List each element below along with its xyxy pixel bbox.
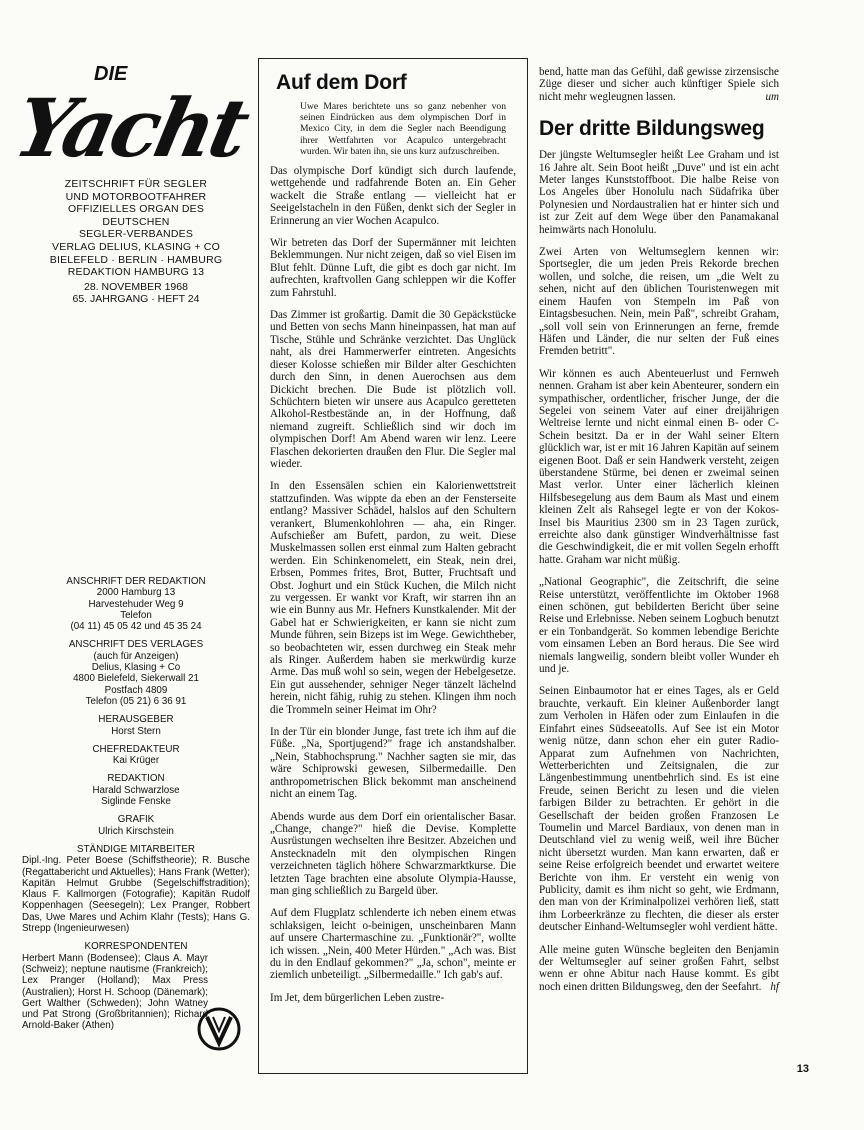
person-name: Siglinde Fenske: [101, 796, 171, 808]
paragraph: Im Jet, dem bürgerlichen Leben zustre-: [270, 991, 445, 1004]
person-name: Kai Krüger: [112, 755, 160, 767]
masthead-line: DEUTSCHEN: [102, 215, 170, 228]
paragraph: Wir können es auch Abenteuerlust und Fernweh nennen. Graham ist aber kein Abenteurer, sondern ein sympathischer, ordentlicher, frischer Junge, der die Segelei von seinem Vater auf einer dreijährigen Weltreise lernte und nicht einmal einen B- oder C-Schein besitzt. Da er in der Wahl seiner Eltern glücklich war, ist er mit 16 Jahren Kapitän auf seinem eigenen Boot. Daß er sein Handwerk versteht, zeigen überstandene Stürme, bei denen er zweimal seinen Mast verlor. Unter einer lächerlich kleinen Hilfsbesegelung aus dem Baum als Mast und einem kleinen Zelt als Rahsegel legte er von der Kokos-Insel bis Mauritius 2300 sm in 23 Tagen zurück, erreichte also dank günstiger Windverhältnisse fast die Geschwindigkeit, die er mit vollen Segeln erhofft hatte. Graham war nicht müßig.: [539, 367, 779, 566]
masthead-line: VERLAG DELIUS, KLASING + CO: [52, 240, 220, 253]
address-line: 4800 Bielefeld, Siekerwall 21: [73, 673, 199, 685]
address-line: Delius, Klasing + Co: [91, 662, 181, 674]
logo-yacht-text: Yacht: [6, 81, 254, 176]
yacht-logo: [6, 58, 254, 176]
section-heading: CHEFREDAKTEUR: [92, 743, 180, 755]
contributors-list: Dipl.-Ing. Peter Boese (Schiffstheorie); R. Busche (Regattabericht und Aktuelles); Hans Frank (Wetter); Kapitän Helmut Grubbe (Segelschiffstradition); Klaus F. Kallmorgen (Fotografie); Kapitän Rudolf Koppenhagen (Seesegeln); Lex Pranger, Robbert Das, Uwe Mares und Achim Klahr (Tests); Hans G. Strepp (Ingenieurwesen): [22, 855, 250, 935]
section-heading: KORRESPONDENTEN: [84, 941, 188, 953]
correspondents-list: Herbert Mann (Bodensee); Claus A. Mayr (Schweiz); neptune nautisme (Frankreich); Lex Pranger (Holland); Max Press (Australien); Horst H. Schoop (Dänemark); Gert Walther (Schweden); John Watney und Pat Strong (Großbritannien); Richard Arnold-Baker (Athen): [22, 952, 208, 1032]
masthead-line: BIELEFELD · BERLIN · HAMBURG: [49, 253, 223, 266]
paragraph: Wir betreten das Dorf der Supermänner mit leichten Beklemmungen. Nur nicht zeigen, daß so viel Eisen im Blut fehlt. Dünne Luft, die gibt es doch gar nicht. Im aufrechten, kraftvollen Gang schleppen wir die Koffer zum Fahrstuhl.: [270, 237, 516, 299]
paragraph-continuation: [539, 66, 779, 103]
address-line: Telefon: [120, 609, 152, 621]
paragraph: Seinen Einbaumotor hat er eines Tages, als er Geld brauchte, verkauft. Ein kleiner Außenborder langt zum Verholen in Häfen oder zum Einlaufen in die Einfahrt eines Südseeatolls. Auf See ist ein Motor wenig nütze, dann schon eher ein guter Radio-Apparat zum Aufnehmen von Nachrichten, Wetterberichten und Zeitsignalen, die zur Längenbestimmung unentbehrlich sind. Es ist eine Freude, seinen Bericht zu lesen und die vielen farbigen Bilder zu betrachten. Er gehört in die Gesellschaft der beiden großen Franzosen Le Toumelin und Marcel Bardiaux, von denen man in Deutschland viel zu wenig weiß, weil ihre Bücher nicht übersetzt wurden. Man kann erwarten, daß er seine Reise erfolgreich beendet und erwartet weitere Berichte von ihm. Er versteht ein wenig von Publicity, damit es ihm nicht so geht, wie Erdmann, den man von der Kriminalpolizei verhören ließ, statt ihm Lorbeerkränze zu flechten, die dieser als erster deutscher Einhand-Weltumsegler wohl verdient hätte.: [539, 685, 779, 934]
address-line: (04 11) 45 05 42 und 45 35 24: [70, 621, 202, 633]
issue-date: 28. NOVEMBER 1968: [84, 280, 188, 293]
masthead-text: [22, 178, 250, 279]
continuation-text: bend, hatte man das Gefühl, daß gewisse zirzensische Züge dieser und sicher auch künftiger Spiele sich nicht mehr wegleugnen lassen.: [539, 66, 779, 103]
paragraph: Der jüngste Weltumsegler heißt Lee Graham und ist 16 Jahre alt. Sein Boot heißt „Duve" und ist ein acht Meter langes Kunststoffboot. Die halbe Reise von Los Angeles über Honolulu nach Südafrika über Polynesien und Nordaustralien hat er hinter sich und ist zur Zeit auf dem Wege über den Panamakanal heimwärts nach Honolulu.: [539, 149, 779, 236]
address-line: Harvestehuder Weg 9: [88, 598, 184, 610]
author-initials: um: [765, 90, 779, 103]
paragraph: In der Tür ein blonder Junge, fast trete ich ihm auf die Füße. „Na, Sportjugend?" frage ich anstandshalber. „Nein, Stabhochsprung." Nachher sagten sie mir, das wäre Schiprowski gewesen, Silbermedaille. Den anthropometrischen Blick bekommt man anscheinend nicht an einem Tag.: [270, 726, 516, 801]
publisher-emblem-icon: [197, 1003, 241, 1055]
author-initials: hf: [770, 980, 779, 993]
paragraph: Das Zimmer ist großartig. Damit die 30 Gepäckstücke und Betten von sechs Mann hineinpassen, hat man auf Tische, Stühle und Schränke verzichtet. Das Unglück naht, als drei Hammerwerfer eintreten. Angesichts dieser Kolosse schießen mir Bilder alter Geschichten durch den Sinn, in denen Auerochsen aus dem Dickicht brechen. Die Bude ist plötzlich voll. Schüchtern bieten wir unsere aus Acapulco geretteten Alkohol-Restbestände an, in der Hoffnung, daß niemand zugreift. Schließlich sind wir doch im olympischen Dorf! Am Abend waren wir lenz. Leere Flaschen dekorierten draußen den Flur. Die Segler mal wieder.: [270, 309, 516, 470]
address-line: (auch für Anzeigen): [93, 650, 179, 662]
person-name: Horst Stern: [111, 725, 161, 737]
section-heading: ANSCHRIFT DER REDAKTION: [66, 576, 206, 587]
paragraph: Das olympische Dorf kündigt sich durch laufende, wettgehende und radfahrende Boten an. Ein Geher wackelt die Straße entlang — vielleicht hat er Seeigelstacheln in den Füßen, denkt sich der Segler in Erinnerung an vier Wochen Acapulco.: [270, 165, 516, 227]
article-title: Auf dem Dorf: [276, 71, 407, 94]
page-number: 13: [796, 1063, 809, 1075]
masthead-column: [6, 58, 254, 306]
paragraph: Auf dem Flugplatz schlenderte ich neben einem etwas schlaksigen, leicht o-beinigen, unscheinbaren Mann auf unsere Chartermaschine zu. „Funktionär?", wollte ich wissen. „Nein, 400 Meter Hürden." „Ach was. Bist du in den Endlauf gekommen?" „Ja, schon", meinte er ziemlich unbeteiligt. „Silbermedaille." Ich gab's auf.: [270, 907, 516, 982]
section-heading: HERAUSGEBER: [98, 714, 174, 726]
section-heading: ANSCHRIFT DES VERLAGES: [68, 639, 204, 651]
address-line: Postfach 4809: [104, 684, 168, 696]
yacht-logo-graphic: [6, 58, 254, 176]
masthead-line: OFFIZIELLES ORGAN DES: [67, 203, 205, 216]
paragraph: In den Essensälen schien ein Kalorienwettstreit stattzufinden. Was wippte da eben an der Fensterseite entlang? Massiver Schädel, halslos auf den Schultern verankert, Blumenkohlohren — aha, ein Ringer. Aufschießer am Bufett, pardon, zu weit. Diese Muskelmassen sollen erst einmal zum Halten gebracht werden. Ein Schinkenomelett, ein Steak, nein drei, Erbsen, Pommes frites, Brot, Butter, Fruchtsaft und Obst. Joghurt und ein Stück Kuchen, die Milch nicht zu vergessen. Er wankt vor Kraft, wir starren ihn an wie ein Bunny aus Mr. Hefners Kunstkalender. Mit der Gabel hat er Schwierigkeiten, er kann sie nicht zum Munde führen, sein Bizeps ist im Wege. Gewichtheber, so beobachteten wir, essen durchweg ein Steak mehr als Ringer. Außerdem haben sie merkwürdig kurze Arme. Das muß wohl so sein, wegen der Hebelgesetze. Ein gut aussehender, sehniger Neger tänzelt lächelnd herein, nicht fähig, ruhig zu stehen. Klingen ihm noch die Trommeln seiner Heimat im Ohr?: [270, 480, 516, 716]
masthead-line: REDAKTION HAMBURG 13: [67, 266, 205, 279]
person-name: Ulrich Kirschstein: [98, 825, 174, 837]
address-line: 2000 Hamburg 13: [96, 587, 176, 599]
paragraph: Abends wurde aus dem Dorf ein orientalischer Basar. „Change, change?" hieß die Devise. Komplette Ausrüstungen wechselten ihre Besitzer. Abzeichen und Anstecknadeln mit den olympischen Ringen verzeichneten täglich höhere Schwarzmarktkurse. Die letzten Tage brachten eine absolute Olympia-Hausse, man ging schließlich zu Bargeld über.: [270, 810, 516, 897]
section-heading: REDAKTION: [107, 773, 165, 785]
article-title-2: Der dritte Bildungsweg: [539, 117, 765, 141]
person-name: Harald Schwarzlose: [92, 784, 180, 796]
logo-die-text: DIE: [94, 63, 128, 85]
article-box: [258, 58, 528, 1074]
address-line: Telefon (05 21) 6 36 91: [85, 695, 187, 707]
final-text: Alle meine guten Wünsche begleiten den Benjamin der Weltumsegler auf seiner großen Fahrt, selbst wenn er ohne Abitur nach Hause kommt. Es gibt noch einen dritten Bildungsweg, den der Seefahrt.: [539, 943, 779, 993]
masthead-line: ZEITSCHRIFT FÜR SEGLER: [64, 178, 208, 190]
impressum: [22, 576, 250, 1032]
issue-number: 65. JAHRGANG · HEFT 24: [72, 293, 200, 306]
right-column: [539, 66, 779, 1003]
paragraph-final: [539, 944, 779, 994]
article-intro: Uwe Mares berichtete uns so ganz nebenher von seinen Eindrücken aus dem olympischen Dorf in Mexico City, in dem die Segler nach Beendigung ihrer Wettfahrten vor Acapulco untergebracht wurden. Wir baten ihn, sie uns kurz aufzuschreiben.: [300, 101, 506, 157]
masthead-line: SEGLER-VERBANDES: [78, 228, 194, 241]
paragraph: „National Geographic", die Zeitschrift, die seine Reise unterstützt, veröffentlichte im Oktober 1968 einen schönen, gut bebilderten Bericht über seine Reise und Erlebnisse. Neben seinem Logbuch benutzt er ein Tonbandgerät. So kommen lebendige Berichte vom einsamen Leben an Bord heraus. Die See wird niemals langweilig, sondern bleibt voller Wunder eh und je.: [539, 576, 779, 676]
section-heading: STÄNDIGE MITARBEITER: [77, 843, 195, 855]
paragraph: Zwei Arten von Weltumseglern kennen wir: Sportsegler, die um jeden Preis Rekorde brechen wollen, und solche, die reisen, um „die Welt zu sehen, nicht auf den üblichen Touristenwegen mit einem Haufen von Stempeln im Paß von Eintagsbesuchen. Nein, mein Paß", schreibt Graham, „soll voll sein von Erinnerungen an ferne, fremde Häfen und Länder, die nur selten der Fuß eines Fremden betritt".: [539, 246, 779, 358]
section-heading: GRAFIK: [117, 814, 155, 826]
masthead-line: UND MOTORBOOTFAHRER: [65, 190, 207, 203]
